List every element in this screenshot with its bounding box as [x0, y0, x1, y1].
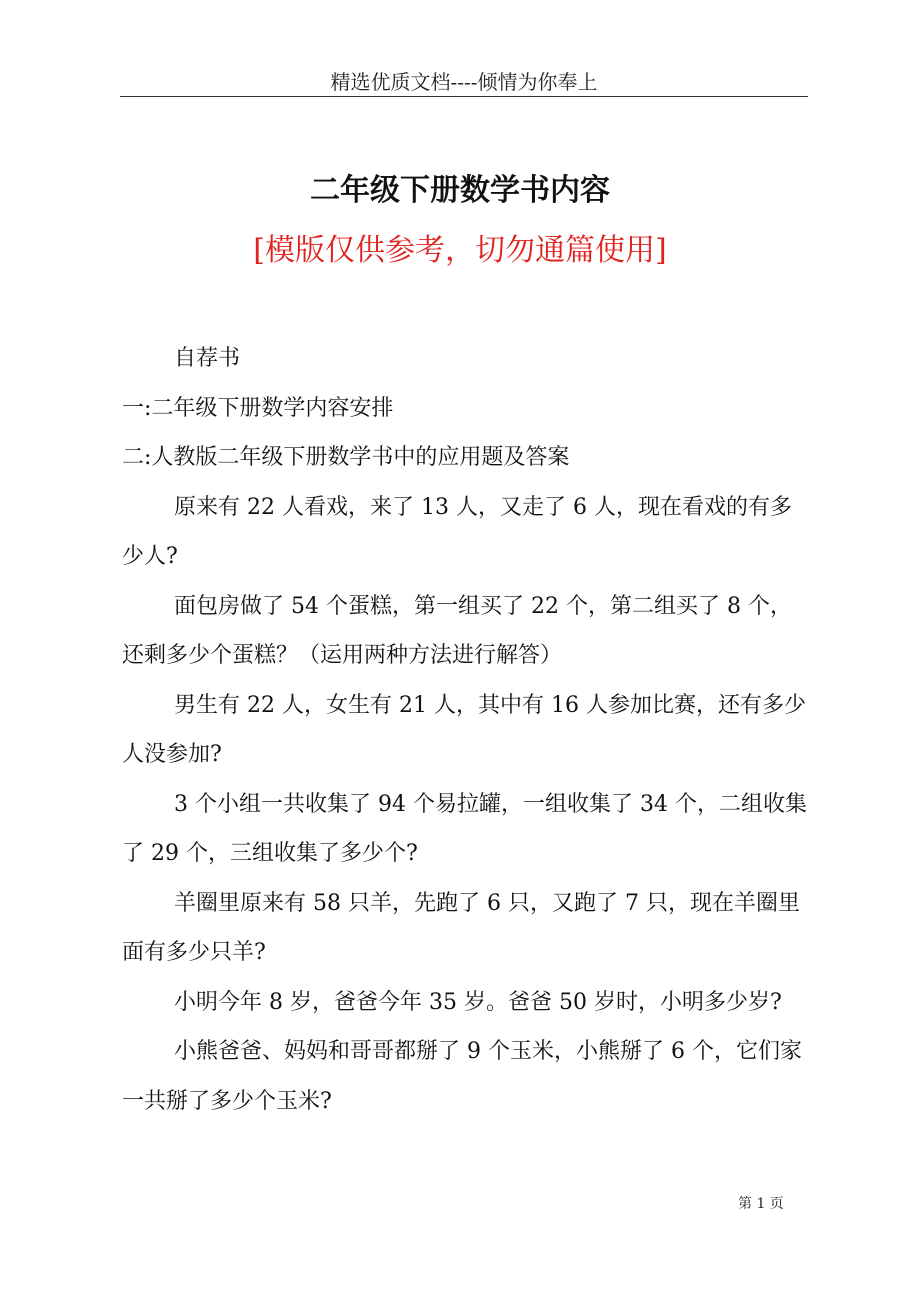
problem-paragraph: 小明今年 8 岁，爸爸今年 35 岁。爸爸 50 岁时，小明多少岁?: [174, 989, 782, 1015]
document-title: 二年级下册数学书内容: [310, 173, 610, 208]
page-header: 精选优质文档----倾情为你奉上: [330, 70, 598, 94]
problem-paragraph: 3 个小组一共收集了 94 个易拉罐，一组收集了 34 个，二组收集了 29 个，三组收集了多少个?: [122, 791, 807, 866]
header-divider: [120, 96, 808, 97]
problem-paragraph: 小熊爸爸、妈妈和哥哥都掰了 9 个玉米，小熊掰了 6 个，它们家一共掰了多少个玉米?: [122, 1039, 802, 1114]
intro-line: 自荐书: [174, 346, 241, 371]
problem-paragraph: 男生有 22 人，女生有 21 人，其中有 16 人参加比赛，还有多少人没参加?: [122, 692, 806, 767]
document-subtitle: [模版仅供参考，切勿通篇使用]: [253, 233, 667, 268]
section-heading-2: 二:人教版二年级下册数学书中的应用题及答案: [122, 445, 570, 470]
problem-paragraph: 原来有 22 人看戏，来了 13 人，又走了 6 人，现在看戏的有多少人?: [122, 494, 792, 569]
section-heading-1: 一:二年级下册数学内容安排: [122, 395, 394, 421]
page-number: 第 1 页: [738, 1196, 784, 1212]
problem-paragraph: 面包房做了 54 个蛋糕，第一组买了 22 个，第二组买了 8 个，还剩多少个蛋糕？（运用两种方法进行解答）: [122, 593, 792, 668]
document-body: [122, 334, 812, 1126]
problem-paragraph: 羊圈里原来有 58 只羊，先跑了 6 只，又跑了 7 只，现在羊圈里面有多少只羊?: [122, 890, 800, 965]
